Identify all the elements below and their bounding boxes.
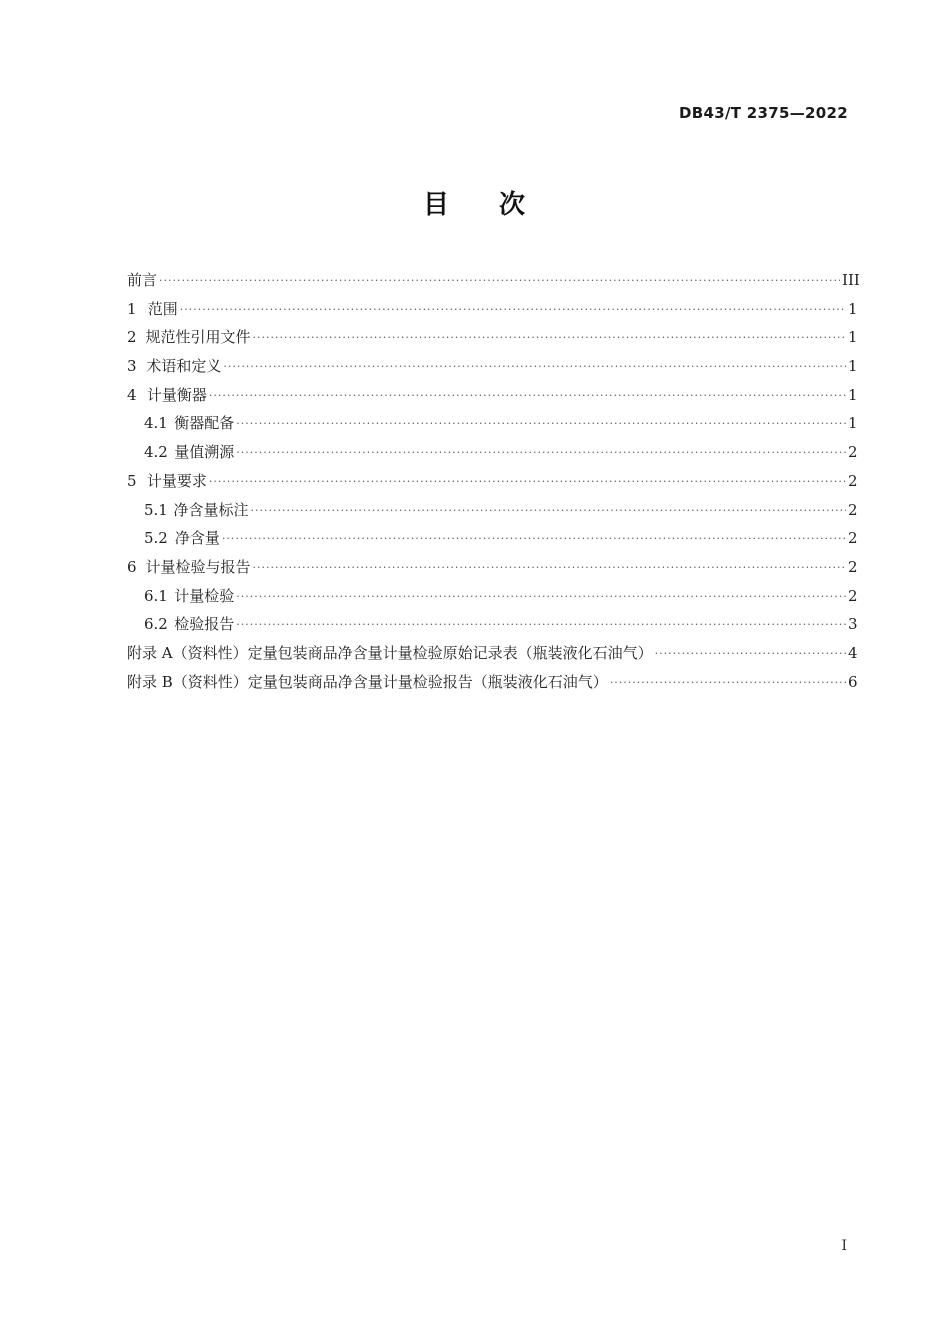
- toc-entry-page: 3: [848, 615, 858, 634]
- toc-entry-1[interactable]: [127, 295, 856, 324]
- toc-entry-page: 2: [848, 471, 858, 490]
- toc-entry-label: 衡器配备: [174, 414, 235, 433]
- toc-entry-page: 1: [848, 357, 858, 376]
- standard-code: DB43/T 2375—2022: [679, 104, 848, 122]
- title-char-1: 目: [422, 190, 451, 220]
- toc-entry-5-2[interactable]: [127, 524, 856, 553]
- toc-entry-6-1[interactable]: [127, 582, 856, 611]
- toc-entry-number: 6.1: [144, 586, 168, 605]
- dot-leader: [159, 267, 840, 296]
- toc-entry-number: 4.1: [144, 414, 168, 433]
- toc-entry-page: 1: [848, 299, 858, 318]
- toc-entry-number: 附录 A（资料性）: [127, 643, 248, 662]
- dot-leader: [610, 669, 846, 698]
- toc-entry-4[interactable]: [127, 381, 856, 410]
- toc-entry-page: 6: [848, 672, 858, 691]
- toc-entry-4-1[interactable]: [127, 409, 856, 438]
- toc-entry-page: 2: [848, 586, 858, 605]
- toc-entry-number: 2: [127, 328, 137, 347]
- toc-entry-label: 范围: [147, 299, 178, 318]
- toc-entry-page: 2: [848, 500, 858, 519]
- page-number: I: [841, 1238, 847, 1254]
- toc-entry-number: 3: [127, 357, 137, 376]
- toc-entry-label: 检验报告: [174, 615, 235, 634]
- toc-entry-appendix-a[interactable]: [127, 639, 856, 668]
- toc-entry-label: 术语和定义: [146, 357, 222, 376]
- toc-entry-label: 定量包装商品净含量计量检验原始记录表（瓶装液化石油气）: [247, 643, 653, 662]
- toc-entry-number: 6.2: [144, 615, 168, 634]
- toc-entry-label: 规范性引用文件: [145, 328, 251, 347]
- toc-entry-foreword[interactable]: [127, 266, 860, 295]
- toc-entry-number: 4.2: [144, 443, 168, 462]
- dot-leader: [252, 324, 846, 353]
- dot-leader: [236, 611, 846, 640]
- toc-entry-page: III: [842, 271, 860, 289]
- dot-leader: [223, 353, 846, 382]
- toc-entry-page: 1: [848, 414, 858, 433]
- toc-entry-page: 4: [848, 643, 858, 662]
- dot-leader: [236, 410, 846, 439]
- toc-entry-page: 2: [848, 529, 858, 548]
- toc-entry-label: 前言: [127, 271, 158, 289]
- page-title: [0, 184, 950, 221]
- toc-entry-page: 1: [848, 385, 858, 404]
- dot-leader: [180, 296, 846, 325]
- dot-leader: [222, 525, 846, 554]
- toc-entry-5[interactable]: [127, 467, 856, 496]
- dot-leader: [209, 468, 846, 497]
- toc-entry-number: 1: [127, 299, 137, 318]
- toc-entry-appendix-b[interactable]: [127, 668, 856, 697]
- toc-entry-4-2[interactable]: [127, 438, 856, 467]
- toc-entry-5-1[interactable]: [127, 496, 856, 525]
- toc-entry-label: 定量包装商品净含量计量检验报告（瓶装液化石油气）: [247, 672, 608, 691]
- toc-entry-number: 4: [127, 385, 137, 404]
- toc-entry-number: 6: [127, 557, 137, 576]
- title-char-2: 次: [499, 190, 528, 220]
- toc-entry-label: 量值溯源: [174, 443, 235, 462]
- toc-entry-2[interactable]: [127, 323, 856, 352]
- dot-leader: [236, 583, 846, 612]
- toc-entry-6-2[interactable]: [127, 610, 856, 639]
- dot-leader: [209, 382, 846, 411]
- table-of-contents: [127, 266, 860, 696]
- toc-entry-6[interactable]: [127, 553, 856, 582]
- dot-leader: [236, 439, 846, 468]
- toc-entry-number: 附录 B（资料性）: [127, 672, 248, 691]
- toc-entry-page: 1: [848, 328, 858, 347]
- toc-entry-label: 计量检验: [174, 586, 235, 605]
- dot-leader: [251, 497, 846, 526]
- toc-entry-number: 5.1: [144, 500, 168, 519]
- toc-entry-page: 2: [848, 557, 858, 576]
- toc-entry-label: 净含量: [174, 529, 220, 548]
- toc-entry-label: 净含量标注: [173, 500, 249, 519]
- toc-entry-page: 2: [848, 443, 858, 462]
- toc-entry-label: 计量衡器: [146, 385, 207, 404]
- toc-entry-label: 计量检验与报告: [145, 557, 251, 576]
- dot-leader: [252, 554, 846, 583]
- toc-entry-3[interactable]: [127, 352, 856, 381]
- toc-entry-label: 计量要求: [146, 471, 207, 490]
- toc-entry-number: 5: [127, 471, 137, 490]
- toc-entry-number: 5.2: [144, 529, 168, 548]
- dot-leader: [655, 640, 846, 669]
